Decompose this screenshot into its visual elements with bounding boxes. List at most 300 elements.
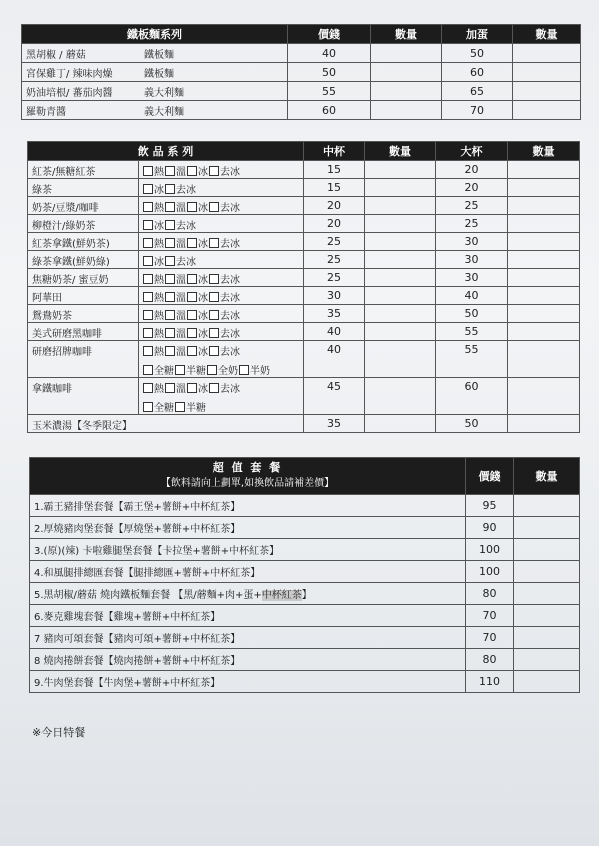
noodle-egg-qty-input[interactable] [513, 82, 581, 101]
combo-name: 9.牛肉堡套餐【牛肉堡+薯餅+中杯紅茶】 [34, 678, 221, 689]
option-label: 熱 [154, 384, 164, 395]
drink-options [139, 378, 304, 415]
option-checkbox[interactable] [143, 307, 164, 322]
option-checkbox[interactable] [143, 253, 164, 268]
combo-price: 95 [466, 495, 514, 517]
combo-price: 110 [466, 671, 514, 693]
option-checkbox[interactable] [165, 271, 186, 286]
combo-price: 80 [466, 583, 514, 605]
option-label: 全奶 [218, 366, 238, 377]
drink-medium-price: 30 [304, 287, 365, 305]
option-checkbox[interactable] [187, 235, 208, 250]
option-checkbox[interactable] [143, 181, 164, 196]
noodle-sauce: 奶油培根/ 蕃茄肉醬 [26, 87, 113, 99]
option-checkbox[interactable] [187, 380, 208, 395]
option-checkbox[interactable] [165, 307, 186, 322]
option-label: 全糖 [154, 366, 174, 377]
drink-name: 綠茶拿鐵(鮮奶綠) [28, 251, 139, 269]
drink-large-qty-input[interactable] [508, 341, 580, 378]
option-checkbox[interactable] [143, 199, 164, 214]
option-label: 冰 [154, 257, 164, 268]
option-label: 冰 [198, 293, 208, 304]
option-label: 半糖 [186, 403, 206, 414]
drink-row [28, 251, 580, 269]
option-checkbox[interactable] [209, 271, 240, 286]
checkbox-icon[interactable] [143, 346, 153, 356]
checkbox-icon[interactable] [187, 346, 197, 356]
option-label: 去冰 [220, 275, 240, 286]
combo-name-cell [30, 495, 466, 517]
option-label: 冰 [154, 185, 164, 196]
combo-name: 8 燒肉捲餅套餐【燒肉捲餅+薯餅+中杯紅茶】 [34, 656, 241, 667]
option-checkbox[interactable] [143, 362, 174, 377]
drinks-large-header: 大杯 [436, 142, 508, 161]
option-label: 溫 [176, 293, 186, 304]
checkbox-icon[interactable] [143, 256, 153, 266]
checkbox-icon[interactable] [143, 365, 153, 375]
option-label: 半糖 [186, 366, 206, 377]
drink-medium-price: 40 [304, 323, 365, 341]
checkbox-icon[interactable] [209, 346, 219, 356]
drink-name: 奶茶/豆漿/咖啡 [28, 197, 139, 215]
drink-medium-qty-input[interactable] [365, 161, 436, 179]
combo-name: 7 豬肉可頌套餐【豬肉可頌+薯餅+中杯紅茶】 [34, 634, 241, 645]
drink-medium-qty-input[interactable] [365, 341, 436, 378]
noodle-type: 義大利麵 [144, 106, 184, 118]
sweetness-options [143, 399, 299, 414]
option-checkbox[interactable] [175, 362, 206, 377]
drinks-section-title: 飲 品 系 列 [28, 142, 304, 161]
drink-large-qty-input[interactable] [508, 415, 580, 433]
noodle-egg-qty-input[interactable] [513, 63, 581, 82]
daily-special-note: ※今日特餐 [32, 726, 86, 739]
drink-medium-qty-input[interactable] [365, 197, 436, 215]
checkbox-icon[interactable] [143, 220, 153, 230]
option-checkbox[interactable] [209, 325, 240, 340]
noodle-row [22, 82, 581, 101]
sweetness-options [143, 362, 299, 377]
temperature-options [143, 380, 299, 395]
drink-medium-qty-input[interactable] [365, 233, 436, 251]
checkbox-icon[interactable] [207, 365, 217, 375]
checkbox-icon[interactable] [209, 202, 219, 212]
checkbox-icon[interactable] [209, 274, 219, 284]
noodles-price-header: 價錢 [288, 25, 371, 44]
option-checkbox[interactable] [165, 235, 186, 250]
combo-qty-input[interactable] [514, 517, 580, 539]
drink-options [139, 323, 304, 341]
drink-large-qty-input[interactable] [508, 378, 580, 415]
checkbox-icon[interactable] [175, 402, 185, 412]
option-label: 冰 [198, 329, 208, 340]
noodle-egg-price: 70 [442, 101, 513, 120]
option-checkbox[interactable] [165, 325, 186, 340]
option-checkbox[interactable] [165, 253, 196, 268]
combo-row [30, 583, 580, 605]
noodle-type: 鐵板麵 [144, 49, 174, 61]
checkbox-icon[interactable] [209, 310, 219, 320]
checkbox-icon[interactable] [165, 292, 175, 302]
checkbox-icon[interactable] [143, 383, 153, 393]
checkbox-icon[interactable] [187, 202, 197, 212]
checkbox-icon[interactable] [187, 310, 197, 320]
option-label: 冰 [198, 347, 208, 358]
option-label: 去冰 [220, 311, 240, 322]
drink-medium-qty-input[interactable] [365, 287, 436, 305]
combo-qty-input[interactable] [514, 561, 580, 583]
temperature-options [143, 235, 299, 250]
noodle-sauce: 黑胡椒 / 蘑菇 [26, 49, 86, 61]
option-checkbox[interactable] [143, 217, 164, 232]
option-checkbox[interactable] [143, 380, 164, 395]
option-checkbox[interactable] [165, 343, 186, 358]
combo-name-cell [30, 605, 466, 627]
option-label: 半奶 [250, 366, 270, 377]
drinks-medium-qty-header: 數量 [365, 142, 436, 161]
option-checkbox[interactable] [143, 163, 164, 178]
option-label: 冰 [198, 167, 208, 178]
drink-medium-price: 20 [304, 215, 365, 233]
option-checkbox[interactable] [209, 163, 240, 178]
drink-name: 鴛鴦奶茶 [28, 305, 139, 323]
checkbox-icon[interactable] [143, 166, 153, 176]
drink-options [139, 305, 304, 323]
drink-options [139, 251, 304, 269]
temperature-options [143, 199, 299, 214]
option-checkbox[interactable] [187, 163, 208, 178]
checkbox-icon[interactable] [209, 328, 219, 338]
combo-price: 90 [466, 517, 514, 539]
option-label: 熱 [154, 167, 164, 178]
option-label: 溫 [176, 347, 186, 358]
drink-medium-qty-input[interactable] [365, 179, 436, 197]
noodle-qty-input[interactable] [371, 101, 442, 120]
drinks-large-qty-header: 數量 [508, 142, 580, 161]
drink-row [28, 233, 580, 251]
checkbox-icon[interactable] [209, 238, 219, 248]
option-checkbox[interactable] [187, 199, 208, 214]
drink-large-qty-input[interactable] [508, 251, 580, 269]
combo-qty-input[interactable] [514, 583, 580, 605]
drink-name: 柳橙汁/綠奶茶 [28, 215, 139, 233]
temperature-options [143, 343, 299, 358]
option-checkbox[interactable] [187, 343, 208, 358]
option-checkbox[interactable] [143, 289, 164, 304]
option-checkbox[interactable] [209, 343, 240, 358]
drink-large-qty-input[interactable] [508, 269, 580, 287]
drink-medium-qty-input[interactable] [365, 215, 436, 233]
drink-row [28, 197, 580, 215]
combo-qty-input[interactable] [514, 495, 580, 517]
combo-qty-input[interactable] [514, 605, 580, 627]
option-label: 冰 [198, 239, 208, 250]
option-label: 冰 [198, 311, 208, 322]
noodle-price: 50 [288, 63, 371, 82]
option-label: 熱 [154, 275, 164, 286]
drink-options [139, 197, 304, 215]
combos-title: 超 值 套 餐 [212, 461, 283, 474]
combos-table [29, 457, 580, 693]
drink-row [28, 161, 580, 179]
drink-large-price: 25 [436, 215, 508, 233]
combo-row [30, 605, 580, 627]
checkbox-icon[interactable] [143, 402, 153, 412]
noodle-name-cell [22, 63, 288, 82]
option-checkbox[interactable] [143, 399, 174, 414]
option-label: 去冰 [176, 221, 196, 232]
checkbox-icon[interactable] [143, 184, 153, 194]
drink-medium-price: 35 [304, 305, 365, 323]
option-checkbox[interactable] [187, 289, 208, 304]
option-label: 去冰 [220, 203, 240, 214]
option-checkbox[interactable] [209, 199, 240, 214]
combo-name-cell [30, 561, 466, 583]
drinks-medium-header: 中杯 [304, 142, 365, 161]
option-checkbox[interactable] [143, 343, 164, 358]
option-checkbox[interactable] [187, 271, 208, 286]
combo-row [30, 627, 580, 649]
option-checkbox[interactable] [209, 289, 240, 304]
drink-large-price: 30 [436, 251, 508, 269]
drink-large-qty-input[interactable] [508, 197, 580, 215]
noodle-name-cell [22, 44, 288, 63]
drink-large-qty-input[interactable] [508, 323, 580, 341]
drink-name: 阿華田 [28, 287, 139, 305]
checkbox-icon[interactable] [143, 274, 153, 284]
drink-options [139, 233, 304, 251]
drink-large-price: 30 [436, 233, 508, 251]
drink-large-price: 25 [436, 197, 508, 215]
combo-qty-input[interactable] [514, 649, 580, 671]
checkbox-icon[interactable] [165, 256, 175, 266]
option-label: 去冰 [220, 329, 240, 340]
drink-large-qty-input[interactable] [508, 179, 580, 197]
option-label: 溫 [176, 311, 186, 322]
option-checkbox[interactable] [239, 362, 270, 377]
temperature-options [143, 307, 299, 322]
option-label: 溫 [176, 329, 186, 340]
drink-row [28, 215, 580, 233]
option-checkbox[interactable] [143, 235, 164, 250]
drink-large-price: 55 [436, 341, 508, 378]
drink-name: 紅茶拿鐵(鮮奶茶) [28, 233, 139, 251]
temperature-options [143, 253, 299, 268]
option-label: 溫 [176, 203, 186, 214]
option-label: 溫 [176, 384, 186, 395]
drink-row [28, 378, 580, 415]
noodles-qty-header: 數量 [371, 25, 442, 44]
combo-qty-input[interactable] [514, 671, 580, 693]
checkbox-icon[interactable] [165, 383, 175, 393]
noodle-type: 義大利麵 [144, 87, 184, 99]
drink-medium-price: 15 [304, 179, 365, 197]
option-checkbox[interactable] [165, 181, 196, 196]
combos-subtitle: 【飲料請向上劃單,如換飲品請補差價】 [160, 478, 335, 489]
combo-highlight: 中杯紅茶 [261, 590, 302, 601]
checkbox-icon[interactable] [143, 328, 153, 338]
option-checkbox[interactable] [165, 380, 186, 395]
option-label: 去冰 [220, 384, 240, 395]
checkbox-icon[interactable] [143, 238, 153, 248]
noodle-price: 55 [288, 82, 371, 101]
combo-row [30, 495, 580, 517]
noodle-row [22, 101, 581, 120]
noodle-egg-qty-input[interactable] [513, 44, 581, 63]
combo-name: 6.麥克雞塊套餐【雞塊+薯餅+中杯紅茶】 [34, 612, 221, 623]
combo-row [30, 671, 580, 693]
combo-price: 100 [466, 539, 514, 561]
option-checkbox[interactable] [209, 380, 240, 395]
combo-name-cell [30, 627, 466, 649]
drink-medium-price: 25 [304, 269, 365, 287]
drink-row [28, 287, 580, 305]
drink-medium-qty-input[interactable] [365, 305, 436, 323]
checkbox-icon[interactable] [165, 328, 175, 338]
drink-medium-price: 20 [304, 197, 365, 215]
temperature-options [143, 217, 299, 232]
drink-medium-qty-input[interactable] [365, 251, 436, 269]
drink-medium-price: 25 [304, 251, 365, 269]
combo-name: 4.和風腿排總匯套餐【腿排總匯+薯餅+中杯紅茶】 [34, 568, 261, 579]
drink-large-price: 20 [436, 161, 508, 179]
checkbox-icon[interactable] [209, 383, 219, 393]
checkbox-icon[interactable] [187, 166, 197, 176]
option-label: 熱 [154, 293, 164, 304]
drink-medium-qty-input[interactable] [365, 415, 436, 433]
checkbox-icon[interactable] [143, 310, 153, 320]
option-checkbox[interactable] [175, 399, 206, 414]
option-label: 冰 [198, 384, 208, 395]
checkbox-icon[interactable] [165, 274, 175, 284]
drink-options [139, 287, 304, 305]
option-label: 去冰 [220, 293, 240, 304]
checkbox-icon[interactable] [165, 166, 175, 176]
drink-medium-price: 35 [304, 415, 365, 433]
drink-large-qty-input[interactable] [508, 161, 580, 179]
drink-name: 美式研磨黑咖啡 [28, 323, 139, 341]
checkbox-icon[interactable] [239, 365, 249, 375]
checkbox-icon[interactable] [187, 383, 197, 393]
drink-row [28, 179, 580, 197]
combo-name: 3.(原)(辣) 卡啦雞腿堡套餐【卡拉堡+薯餅+中杯紅茶】 [34, 546, 280, 557]
combo-name: 2.厚燒豬肉堡套餐【厚燒堡+薯餅+中杯紅茶】 [34, 524, 241, 535]
drink-large-qty-input[interactable] [508, 305, 580, 323]
checkbox-icon[interactable] [165, 202, 175, 212]
combo-qty-input[interactable] [514, 539, 580, 561]
option-checkbox[interactable] [143, 271, 164, 286]
noodle-egg-price: 65 [442, 82, 513, 101]
drink-row [28, 341, 580, 378]
drink-name: 玉米濃湯【冬季限定】 [28, 415, 304, 433]
drink-large-qty-input[interactable] [508, 215, 580, 233]
noodles-section-title: 鐵板麵系列 [22, 25, 288, 44]
drink-medium-price: 45 [304, 378, 365, 415]
drink-name: 焦糖奶茶/ 蜜豆奶 [28, 269, 139, 287]
option-checkbox[interactable] [207, 362, 238, 377]
drink-name: 研磨招牌咖啡 [28, 341, 139, 378]
checkbox-icon[interactable] [187, 238, 197, 248]
checkbox-icon[interactable] [165, 220, 175, 230]
combo-price: 80 [466, 649, 514, 671]
checkbox-icon[interactable] [187, 292, 197, 302]
noodle-egg-price: 60 [442, 63, 513, 82]
option-label: 去冰 [220, 167, 240, 178]
drink-options [139, 179, 304, 197]
checkbox-icon[interactable] [187, 328, 197, 338]
option-label: 溫 [176, 167, 186, 178]
checkbox-icon[interactable] [165, 310, 175, 320]
noodle-qty-input[interactable] [371, 44, 442, 63]
drink-large-price: 20 [436, 179, 508, 197]
noodle-price: 60 [288, 101, 371, 120]
option-checkbox[interactable] [165, 217, 196, 232]
drink-medium-qty-input[interactable] [365, 269, 436, 287]
drink-large-price: 30 [436, 269, 508, 287]
option-label: 溫 [176, 275, 186, 286]
drink-row [28, 269, 580, 287]
temperature-options [143, 181, 299, 196]
drink-name: 綠茶 [28, 179, 139, 197]
noodle-qty-input[interactable] [371, 63, 442, 82]
noodle-egg-price: 50 [442, 44, 513, 63]
checkbox-icon[interactable] [143, 202, 153, 212]
combo-qty-input[interactable] [514, 627, 580, 649]
checkbox-icon[interactable] [165, 238, 175, 248]
combo-name: 1.霸王豬排堡套餐【霸王堡+薯餅+中杯紅茶】 [34, 502, 241, 513]
drink-large-qty-input[interactable] [508, 233, 580, 251]
option-label: 冰 [198, 275, 208, 286]
option-label: 熱 [154, 347, 164, 358]
option-checkbox[interactable] [187, 307, 208, 322]
option-checkbox[interactable] [165, 199, 186, 214]
drink-row [28, 415, 580, 433]
noodle-egg-qty-input[interactable] [513, 101, 581, 120]
checkbox-icon[interactable] [165, 184, 175, 194]
noodle-sauce: 羅勒青醬 [26, 106, 66, 118]
combo-name-cell [30, 583, 466, 605]
option-checkbox[interactable] [209, 307, 240, 322]
option-label: 去冰 [220, 347, 240, 358]
checkbox-icon[interactable] [165, 346, 175, 356]
checkbox-icon[interactable] [209, 166, 219, 176]
option-checkbox[interactable] [165, 163, 186, 178]
noodles-egg-qty-header: 數量 [513, 25, 581, 44]
noodle-sauce: 宮保雞丁/ 辣味肉燥 [26, 68, 113, 80]
drink-medium-price: 40 [304, 341, 365, 378]
option-checkbox[interactable] [165, 289, 186, 304]
drinks-table [27, 141, 580, 433]
option-label: 熱 [154, 311, 164, 322]
checkbox-icon[interactable] [187, 274, 197, 284]
option-checkbox[interactable] [187, 325, 208, 340]
checkbox-icon[interactable] [209, 292, 219, 302]
option-label: 溫 [176, 239, 186, 250]
noodle-qty-input[interactable] [371, 82, 442, 101]
option-checkbox[interactable] [143, 325, 164, 340]
checkbox-icon[interactable] [143, 292, 153, 302]
drink-medium-price: 25 [304, 233, 365, 251]
combo-row [30, 517, 580, 539]
drink-medium-qty-input[interactable] [365, 378, 436, 415]
drink-name: 紅茶/無糖紅茶 [28, 161, 139, 179]
checkbox-icon[interactable] [175, 365, 185, 375]
drink-large-qty-input[interactable] [508, 287, 580, 305]
noodles-egg-header: 加蛋 [442, 25, 513, 44]
combo-name-cell [30, 649, 466, 671]
option-checkbox[interactable] [209, 235, 240, 250]
drink-medium-qty-input[interactable] [365, 323, 436, 341]
combo-price: 70 [466, 605, 514, 627]
